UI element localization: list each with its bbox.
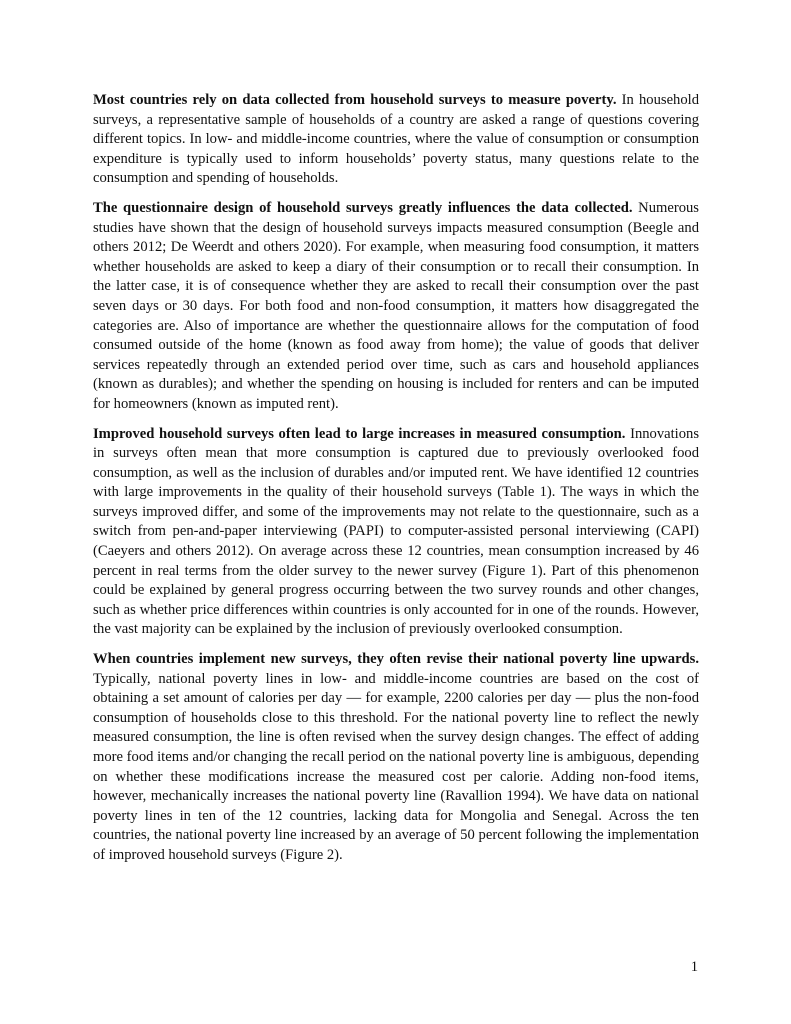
paragraph-lead: When countries implement new surveys, they often revise their national poverty line upwards. (93, 651, 699, 668)
paragraph-lead: Most countries rely on data collected from household surveys to measure poverty. (93, 92, 617, 108)
paragraph-questionnaire-design (93, 199, 699, 415)
paragraph-improved-surveys (93, 425, 699, 641)
paragraph-household-surveys (93, 91, 699, 189)
body-text (93, 91, 699, 876)
paragraph-body: Typically, national poverty lines in low- and middle-income countries are based on the cost of obtaining a set amount of calories per day — for example, 2200 calories per day — plus the non-food consumption of households close to this threshold. For the national poverty line to reflect the newly measured consumption, the line is often revised when the survey design changes. The effect of adding more food items and/or changing the recall period on the national poverty line is ambiguous, depending on whether these modifications increase the measured cost per calorie. Adding non-food items, however, mechanically increases the national poverty line (Ravallion 1994). We have data on national poverty lines in ten of the 12 countries, lacking data for Mongolia and Senegal. Across the ten countries, the national poverty line increased by an average of 50 percent following the implementation of improved household surveys (Figure 2). (93, 670, 699, 863)
paragraph-lead: Improved household surveys often lead to large increases in measured consumption. (93, 425, 626, 442)
page-number: 1 (690, 959, 698, 975)
paragraph-body: Numerous studies have shown that the design of household surveys impacts measured consumption (Beegle and others 2012; De Weerdt and others 2020). For example, when measuring food consumption, it matters whether households are asked to keep a diary of their consumption or to recall their consumption. In the latter case, it is of consequence whether they are asked to recall their consumption over the past seven days or 30 days. For both food and non-food consumption, it matters how disaggregated the categories are. Also of importance are whether the questionnaire allows for the computation of food consumed outside of the home (known as food away from home); the value of goods that deliver services repeatedly through an extended period over time, such as cars and household appliances (known as durables); and whether the spending on housing is included for renters and can be imputed for homeowners (known as imputed rent). (93, 199, 699, 412)
paragraph-body: Innovations in surveys often mean that more consumption is captured due to previously overlooked food consumption, as well as the inclusion of durables and/or imputed rent. We have identified 12 countries with large improvements in the quality of their household surveys (Table 1). The ways in which the surveys improved differ, and some of the improvements may not relate to the questionnaire, such as a switch from pen-and-paper interviewing (PAPI) to computer-assisted personal interviewing (CAPI) (Caeyers and others 2012). On average across these 12 countries, mean consumption increased by 46 percent in real terms from the older survey to the newer survey (Figure 1). Part of this phenomenon could be explained by general progress occurring between the two survey rounds and other changes, such as whether price differences within countries is only accounted for in one of the rounds. However, the vast majority can be explained by the inclusion of previously overlooked consumption. (93, 425, 699, 638)
paragraph-poverty-line-revision (93, 650, 699, 866)
paragraph-body: In household surveys, a representative sample of households of a country are asked a range of questions covering different topics. In low- and middle-income countries, where the value of consumption or consumption expenditure is typically used to inform households’ poverty status, many questions relate to the consumption and spending of households. (93, 92, 699, 187)
paragraph-lead: The questionnaire design of household surveys greatly influences the data collected. (93, 199, 633, 216)
